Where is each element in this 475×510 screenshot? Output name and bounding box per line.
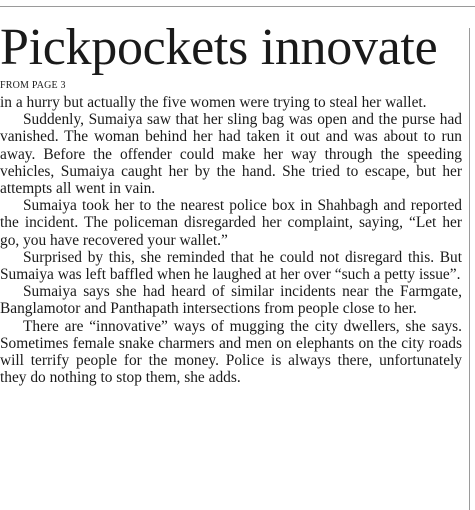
article-paragraph: Sumaiya says she had heard of similar incidents near the Farmgate, Banglamotor and Panthapath intersections from people close to her. [0, 283, 462, 318]
article-paragraph: Sumaiya took her to the nearest police box in Shahbagh and reported the incident. The policeman disregarded her complaint, saying, “Let her go, you have recovered your wallet.” [0, 197, 462, 249]
jump-line: FROM PAGE 3 [0, 80, 66, 91]
article-paragraph: in a hurry but actually the five women were trying to steal her wallet. [0, 94, 427, 111]
top-rule [0, 6, 475, 7]
article-paragraph: Suddenly, Sumaiya saw that her sling bag was open and the purse had vanished. The woman behind her had taken it out and was about to run away. Before the offender could make her way through the speeding vehicles, Sumaiya caught her by the hand. She tried to escape, but her attempts all went in vain. [0, 111, 462, 198]
article-headline: Pickpockets innovate [0, 19, 438, 76]
article-body [0, 94, 462, 386]
article-paragraph: There are “innovative” ways of mugging the city dwellers, she says. Sometimes female snake charmers and men on elephants on the city roads will terrify people for the money. Police is always there, unfortunately they do nothing to stop them, she adds. [0, 317, 462, 387]
column-rule [469, 28, 470, 510]
article-paragraph: Surprised by this, she reminded that he could not disregard this. But Sumaiya was left baffled when he laughed at her over “such a petty issue”. [0, 248, 462, 284]
